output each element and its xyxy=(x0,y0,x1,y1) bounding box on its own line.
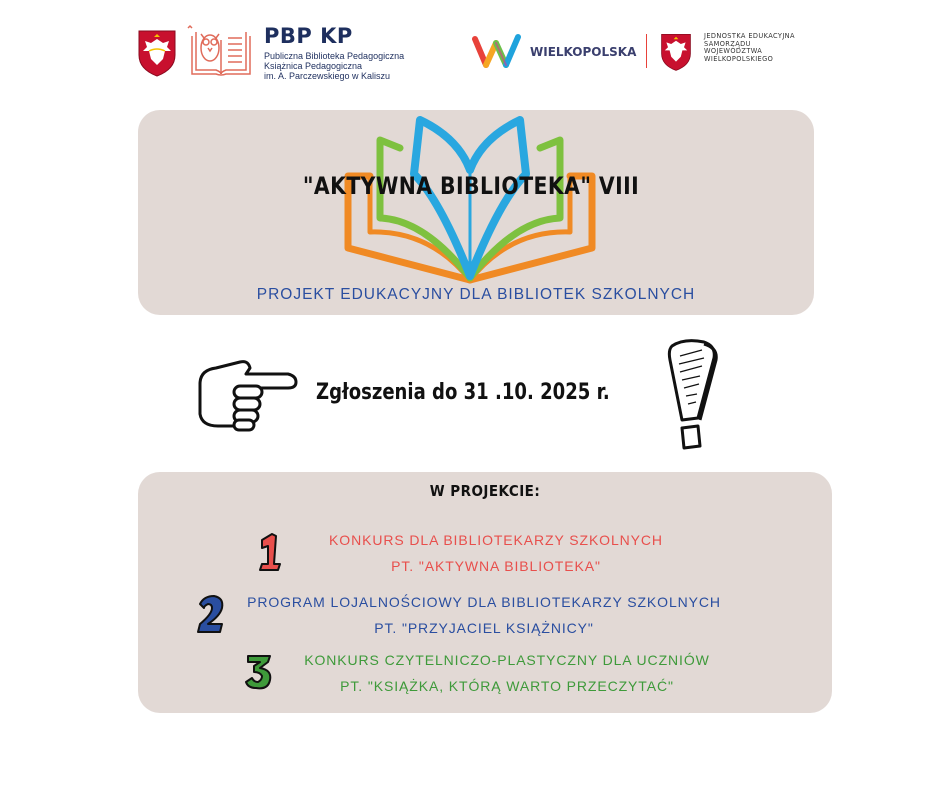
banner-subtitle: PROJEKT EDUKACYJNY DLA BIBLIOTEK SZKOLNYCH xyxy=(256,286,696,303)
pbp-kp-line1: Publiczna Biblioteka Pedagogiczna xyxy=(264,51,405,61)
pbp-kp-line2: Książnica Pedagogiczna xyxy=(264,61,363,71)
header xyxy=(0,0,940,100)
owl-book-icon xyxy=(186,22,256,80)
wielkopolska-logo-icon xyxy=(472,33,522,69)
wielkopolska-label: WIELKOPOLSKA xyxy=(530,45,637,59)
coat-of-arms-icon xyxy=(137,29,177,77)
header-divider xyxy=(646,34,647,68)
project-2-line1: PROGRAM LOJALNOŚCIOWY DLA BIBLIOTEKARZY SZKOLNYCH xyxy=(247,594,721,610)
number-3-icon xyxy=(244,652,274,690)
jednostka-line4: WIELKOPOLSKIEGO xyxy=(704,54,774,63)
number-1-icon xyxy=(256,532,284,572)
project-item-1 xyxy=(138,528,832,580)
project-item-2 xyxy=(138,590,832,642)
project-3-line1: KONKURS CZYTELNICZO-PLASTYCZNY DLA UCZNIÓW xyxy=(304,652,710,668)
banner-title: "AKTYWNA BIBLIOTEKA" VIII xyxy=(302,172,640,200)
jednostka-line2: SAMORZĄDU xyxy=(704,39,751,48)
pbp-kp-subtitle xyxy=(264,51,404,81)
jednostka-line3: WOJEWÓDZTWA xyxy=(704,47,763,56)
pointing-hand-icon xyxy=(196,356,300,436)
deadline-text: Zgłoszenia do 31 .10. 2025 r. xyxy=(316,380,610,405)
pbp-kp-name: PBP KP xyxy=(264,24,353,48)
exclamation-icon xyxy=(662,336,720,454)
project-2-line2: PT. "PRZYJACIEL KSIĄŻNICY" xyxy=(374,620,594,636)
project-item-3 xyxy=(138,648,832,700)
coat-of-arms-small-icon xyxy=(660,32,692,72)
projects-heading: W PROJEKCIE: xyxy=(429,482,541,500)
jednostka-line1: JEDNOSTKA EDUKACYJNA xyxy=(704,32,795,40)
project-3-line2: PT. "KSIĄŻKA, KTÓRĄ WARTO PRZECZYTAĆ" xyxy=(340,678,674,694)
number-2-icon xyxy=(196,594,226,634)
project-1-line2: PT. "AKTYWNA BIBLIOTEKA" xyxy=(391,558,601,574)
project-1-line1: KONKURS DLA BIBLIOTEKARZY SZKOLNYCH xyxy=(329,532,663,548)
pbp-kp-line3: im. A. Parczewskiego w Kaliszu xyxy=(264,71,391,81)
jednostka-label xyxy=(704,33,795,63)
